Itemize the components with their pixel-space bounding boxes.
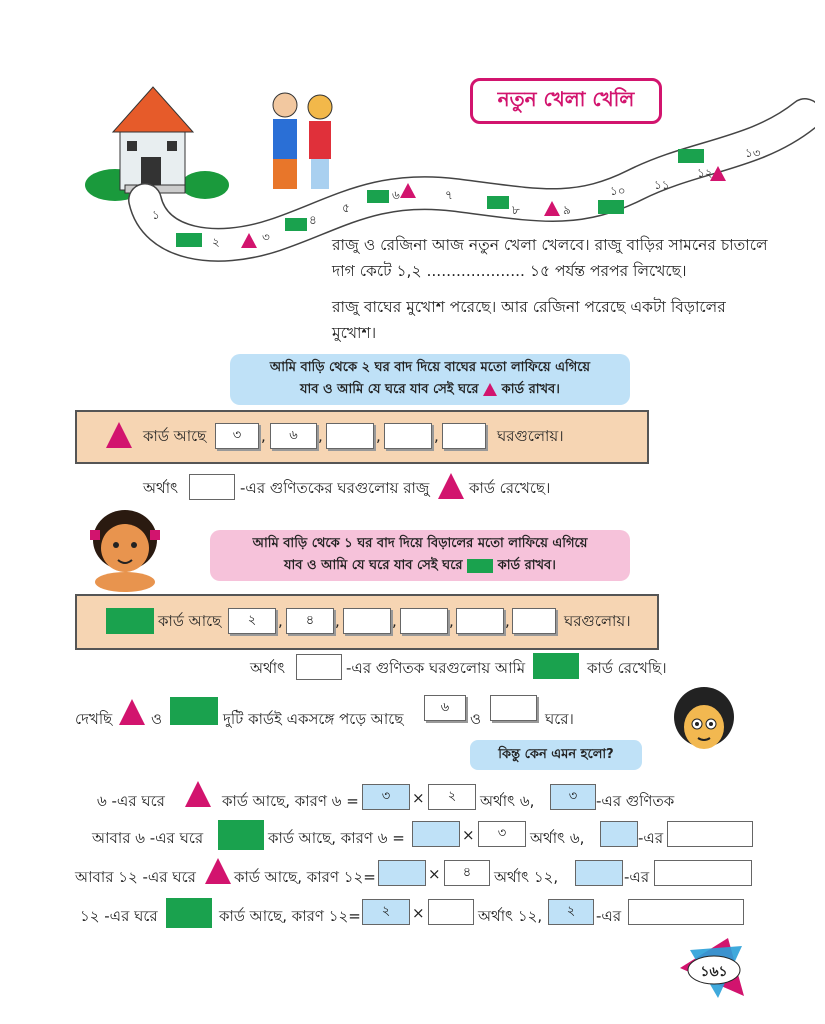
- green-card-icon: [285, 218, 307, 231]
- row3-multiple-of[interactable]: [575, 860, 623, 886]
- row2-factor-b[interactable]: ৩: [478, 821, 526, 847]
- line2-prefix: অর্থাৎ: [250, 659, 286, 677]
- panel1-cell-3[interactable]: [326, 423, 374, 449]
- multiply-sign: ×: [462, 826, 475, 844]
- path-cell-5: ৫: [342, 201, 350, 215]
- line2-answer-box[interactable]: [296, 654, 342, 680]
- comma: ,: [261, 427, 266, 445]
- row4-mid: কার্ড আছে, কারণ ১২=: [219, 907, 361, 925]
- comma: ,: [392, 612, 397, 630]
- bubble1-line1: আমি বাড়ি থেকে ২ ঘর বাদ দিয়ে বাঘের মতো লাফিয়ে এগিয়ে: [269, 360, 591, 375]
- triangle-card-icon: [483, 383, 497, 396]
- green-card-icon: [533, 653, 579, 679]
- line1-mid: -এর গুণিতকের ঘরগুলোয় রাজু: [240, 479, 430, 497]
- panel1-cell-4[interactable]: [384, 423, 432, 449]
- row2-multiple-of[interactable]: [600, 821, 638, 847]
- panel1-label: কার্ড আছে: [143, 427, 207, 445]
- path-cell-13: ১৩: [745, 146, 761, 160]
- line1-answer-box[interactable]: [189, 474, 235, 500]
- bubble2-line2a: যাব ও আমি যে ঘরে যাব সেই ঘরে: [284, 558, 463, 573]
- green-card-icon: [218, 820, 264, 850]
- observe-prefix: দেখছি: [75, 710, 113, 728]
- row1-factor-a[interactable]: ৩: [362, 784, 410, 810]
- path-cell-11: ১১: [654, 178, 670, 192]
- panel2-cell-6[interactable]: [512, 608, 556, 634]
- row3-factor-a[interactable]: [378, 860, 426, 886]
- row3-suffix: -এর: [624, 868, 650, 886]
- green-card-icon: [598, 200, 624, 214]
- intro-line-3: রাজু বাঘের মুখোশ পরেছে। আর রেজিনা পরেছে একটা বিড়ালের: [332, 298, 726, 316]
- triangle-card-icon: [205, 858, 231, 884]
- row2-factor-a[interactable]: [412, 821, 460, 847]
- line1-prefix: অর্থাৎ: [143, 479, 179, 497]
- panel1-cell-5[interactable]: [442, 423, 486, 449]
- path-cell-7: ৭: [445, 188, 453, 202]
- row3-mid: কার্ড আছে, কারণ ১২=: [234, 868, 376, 886]
- triangle-card-icon: [119, 699, 145, 725]
- boy-illustration: [664, 682, 744, 762]
- row4-then: অর্থাৎ ১২,: [478, 907, 543, 925]
- panel2-cell-1[interactable]: ২: [228, 608, 276, 634]
- triangle-card-icon: [710, 166, 726, 181]
- line1-suffix: কার্ড রেখেছে।: [469, 479, 551, 497]
- triangle-card-icon: [438, 473, 464, 499]
- row2-prefix: আবার ৬ -এর ঘরে: [92, 829, 204, 847]
- green-card-icon: [166, 898, 212, 928]
- path-cell-10: ১০: [610, 184, 626, 198]
- green-card-icon: [106, 608, 154, 634]
- speech-bubble-raju: [230, 354, 630, 405]
- multiply-sign: ×: [428, 865, 441, 883]
- row4-multiple-of[interactable]: ২: [548, 899, 594, 925]
- observe-and2: ও: [470, 710, 482, 728]
- panel2-cell-4[interactable]: [400, 608, 448, 634]
- speech-bubble-question: কিন্তু কেন এমন হলো?: [470, 740, 642, 770]
- girl-illustration: [80, 500, 170, 595]
- observe-box-2[interactable]: [490, 695, 537, 721]
- row3-factor-b[interactable]: ৪: [444, 860, 490, 886]
- multiply-sign: ×: [412, 789, 425, 807]
- bubble2-line1: আমি বাড়ি থেকে ১ ঘর বাদ দিয়ে বিড়ালের মতো লাফিয়ে এগিয়ে: [252, 536, 588, 551]
- comma: ,: [376, 427, 381, 445]
- triangle-card-icon: [185, 781, 211, 807]
- comma: ,: [434, 427, 439, 445]
- row2-suffix: -এর: [638, 829, 664, 847]
- comma: ,: [505, 612, 510, 630]
- comma: ,: [449, 612, 454, 630]
- line2-suffix: কার্ড রেখেছি।: [587, 659, 667, 677]
- triangle-card-icon: [241, 233, 257, 248]
- panel2-suffix: ঘরগুলোয়।: [564, 612, 631, 630]
- observe-and: ও: [151, 710, 163, 728]
- row3-prefix: আবার ১২ -এর ঘরে: [75, 868, 196, 886]
- path-cell-4: ৪: [309, 213, 317, 227]
- line2-mid: -এর গুণিতক ঘরগুলোয় আমি: [346, 659, 526, 677]
- path-cell-9: ৯: [563, 203, 571, 217]
- green-card-icon: [367, 190, 389, 203]
- green-card-icon: [176, 233, 202, 247]
- triangle-card-icon: [400, 183, 416, 198]
- row1-factor-b[interactable]: ২: [428, 784, 476, 810]
- bubble1-line2b: কার্ড রাখব।: [501, 382, 560, 397]
- bubble1-line2a: যাব ও আমি যে ঘরে যাব সেই ঘরে: [300, 382, 479, 397]
- panel1-suffix: ঘরগুলোয়।: [497, 427, 564, 445]
- speech-bubble-rezina: [210, 530, 630, 581]
- path-cell-1: ১: [152, 208, 160, 222]
- comma: ,: [335, 612, 340, 630]
- green-card-icon: [678, 149, 704, 163]
- path-cell-6: ৬: [392, 188, 400, 202]
- intro-line-1: রাজু ও রেজিনা আজ নতুন খেলা খেলবে। রাজু বাড়ির সামনের চাতালে: [332, 236, 768, 254]
- bubble2-line2b: কার্ড রাখব।: [497, 558, 556, 573]
- row4-factor-a[interactable]: ২: [362, 899, 410, 925]
- page-number: ১৬১: [700, 964, 728, 980]
- multiply-sign: ×: [412, 904, 425, 922]
- row4-factor-b[interactable]: [428, 899, 474, 925]
- green-card-icon: [467, 559, 493, 573]
- panel2-label: কার্ড আছে: [158, 612, 222, 630]
- intro-paragraph: [332, 232, 772, 346]
- panel1-cell-1[interactable]: ৩: [215, 423, 259, 449]
- row1-prefix: ৬ -এর ঘরে: [97, 792, 165, 810]
- page-title: নতুন খেলা খেলি: [470, 78, 662, 124]
- observe-mid: দুটি কার্ডই একসঙ্গে পড়ে আছে: [223, 710, 404, 728]
- observe-box-1[interactable]: ৬: [424, 695, 466, 721]
- intro-line-4: মুখোশ।: [332, 324, 377, 342]
- panel2-cell-5[interactable]: [456, 608, 504, 634]
- comma: ,: [318, 427, 323, 445]
- green-card-icon: [487, 196, 509, 209]
- row1-mid: কার্ড আছে, কারণ ৬ =: [222, 792, 359, 810]
- panel1-cell-2[interactable]: ৬: [270, 423, 317, 449]
- intro-line-2: দাগ কেটে ১,২ .................... ১৫ পর্যন্ত পরপর লিখেছে।: [332, 262, 687, 280]
- panel2-cell-2[interactable]: ৪: [286, 608, 334, 634]
- path-cell-12: ১২: [697, 166, 713, 180]
- green-card-icon: [170, 697, 218, 725]
- row3-answer-box[interactable]: [654, 860, 752, 886]
- row1-then: অর্থাৎ ৬,: [480, 792, 535, 810]
- triangle-card-icon: [544, 201, 560, 216]
- row1-multiple-of[interactable]: ৩: [550, 784, 596, 810]
- row4-prefix: ১২ -এর ঘরে: [80, 907, 158, 925]
- triangle-card-icon: [106, 422, 132, 448]
- row4-answer-box[interactable]: [628, 899, 744, 925]
- path-cell-3: ৩: [262, 230, 270, 244]
- path-cell-2: ২: [212, 235, 220, 249]
- row1-suffix: -এর গুণিতক: [596, 792, 675, 810]
- comma: ,: [278, 612, 283, 630]
- row2-mid: কার্ড আছে, কারণ ৬ =: [268, 829, 405, 847]
- observe-suffix: ঘরে।: [545, 710, 574, 728]
- row3-then: অর্থাৎ ১২,: [494, 868, 559, 886]
- row4-suffix: -এর: [596, 907, 622, 925]
- panel2-cell-3[interactable]: [343, 608, 391, 634]
- row2-then: অর্থাৎ ৬,: [530, 829, 585, 847]
- row2-answer-box[interactable]: [667, 821, 753, 847]
- path-cell-8: ৮: [512, 203, 520, 217]
